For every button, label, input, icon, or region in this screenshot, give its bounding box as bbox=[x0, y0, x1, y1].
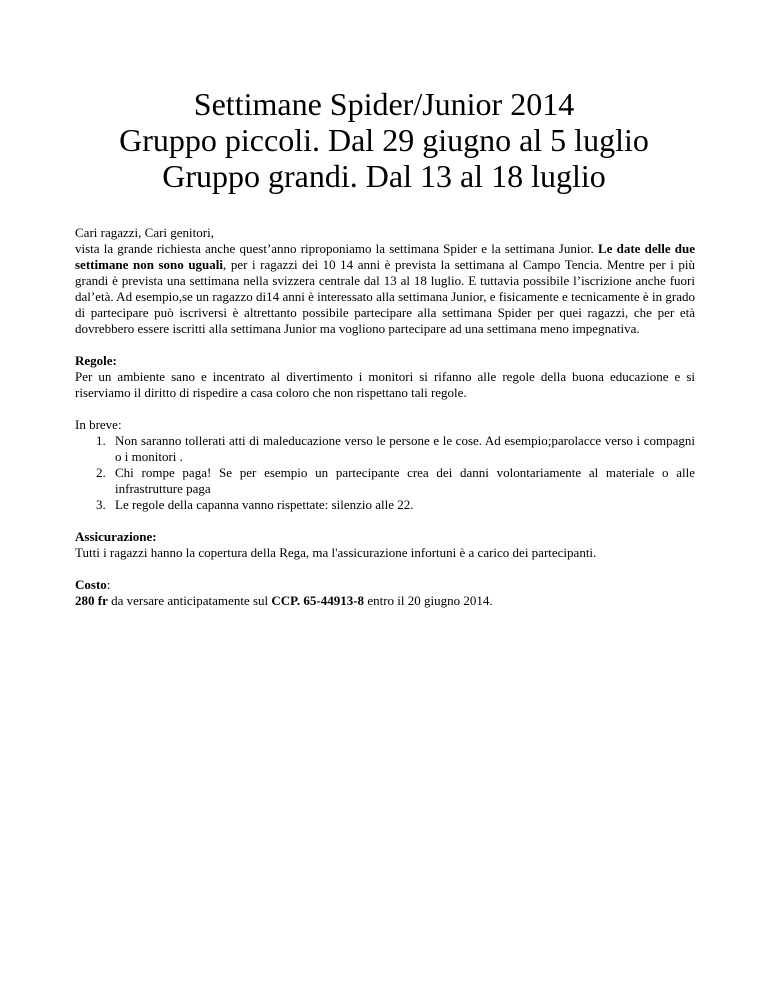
intro-paragraph bbox=[75, 241, 695, 337]
costo-heading: Costo bbox=[75, 577, 107, 592]
document-body bbox=[75, 225, 695, 609]
regole-heading: Regole: bbox=[75, 353, 117, 368]
title-line-1: Settimane Spider/Junior 2014 bbox=[193, 86, 575, 122]
greeting: Cari ragazzi, Cari genitori, bbox=[75, 225, 214, 240]
regole-section bbox=[75, 353, 695, 401]
costo-section bbox=[75, 577, 695, 609]
intro-text-start: vista la grande richiesta anche quest’anno riproponiamo la settimana Spider e la settimana Junior. bbox=[75, 241, 594, 256]
intro-text-rest: , per i ragazzi dei 10 14 anni è prevista la settimana al Campo Tencia. Mentre per i più grandi è prevista una settimana nella svizzera centrale dal 13 al 18 luglio. E tuttavia possibile l’iscrizione anche fuori dal’età. Ad esempio,se un ragazzo di14 anni è interessato alla settimana Junior, e fisicamente e tecnicamente è in grado di partecipare può iscriversi è altrettanto possibile partecipare alla settimana Spider per quei ragazzi, che per età dovrebbero essere iscritti alla settimana Junior ma vogliono partecipare ad una settimana meno impegnativa. bbox=[75, 257, 695, 336]
assicurazione-heading: Assicurazione: bbox=[75, 529, 157, 544]
intro-bold-dates: date delle due settimane non sono uguali bbox=[75, 241, 696, 272]
regole-text: Per un ambiente sano e incentrato al divertimento i monitori si rifanno alle regole della buona educazione e si riserviamo il diritto di rispedire a casa coloro che non rispettano tali regole. bbox=[75, 369, 695, 400]
costo-end: entro il 20 giugno 2014. bbox=[364, 593, 493, 608]
rules-list-item: 1. Non saranno tollerati atti di maleducazione verso le persone e le cose. Ad esempio;parolacce verso i compagni o i monitori . bbox=[109, 433, 695, 465]
intro-bold-le: Le bbox=[597, 241, 613, 256]
costo-ccp: CCP. 65-44913-8 bbox=[271, 593, 365, 608]
title-line-2: Gruppo piccoli. Dal 29 giugno al 5 luglio bbox=[119, 122, 649, 158]
rules-list-item: 2. Chi rompe paga! Se per esempio un partecipante crea dei danni volontariamente al materiale o alle infrastrutture paga bbox=[109, 465, 695, 497]
assicurazione-text: Tutti i ragazzi hanno la copertura della Rega, ma l'assicurazione infortuni è a carico dei partecipanti. bbox=[75, 545, 597, 560]
costo-amount: 280 fr bbox=[75, 593, 108, 608]
costo-colon: : bbox=[106, 577, 111, 592]
in-breve-section bbox=[75, 417, 695, 513]
document-title bbox=[0, 86, 768, 194]
assicurazione-section bbox=[75, 529, 695, 561]
in-breve-heading: In breve: bbox=[75, 417, 122, 432]
rules-list bbox=[75, 433, 695, 513]
rules-list-item: 3. Le regole della capanna vanno rispettate: silenzio alle 22. bbox=[109, 497, 695, 513]
costo-mid: da versare anticipatamente sul bbox=[107, 593, 272, 608]
title-line-3: Gruppo grandi. Dal 13 al 18 luglio bbox=[162, 158, 606, 194]
costo-text bbox=[75, 593, 695, 609]
